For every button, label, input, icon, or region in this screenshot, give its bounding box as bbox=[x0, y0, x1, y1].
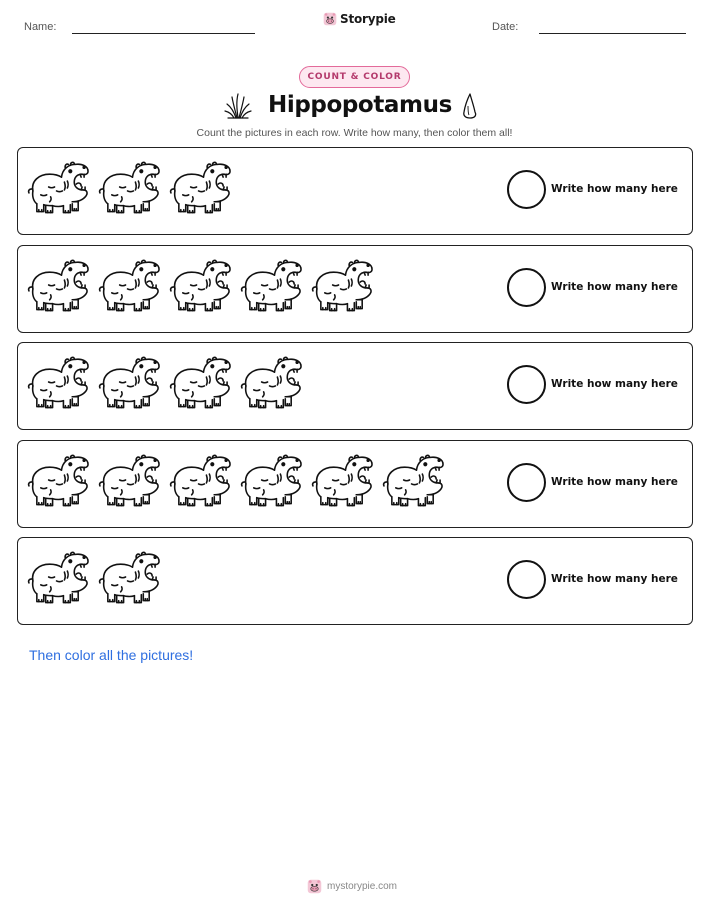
hippo-group bbox=[27, 448, 445, 512]
name-field-line[interactable] bbox=[72, 33, 255, 34]
counting-row-4 bbox=[17, 440, 693, 528]
answer-label: Write how many here bbox=[551, 281, 678, 293]
brand-logo bbox=[323, 12, 396, 26]
answer-circle[interactable] bbox=[507, 268, 546, 307]
hippo-icon bbox=[382, 448, 445, 512]
counting-row-1 bbox=[17, 147, 693, 235]
hippo-icon bbox=[240, 350, 303, 414]
name-label: Name: bbox=[24, 21, 57, 33]
hippo-icon bbox=[169, 253, 232, 317]
brand-name: Storypie bbox=[340, 12, 396, 26]
hippo-group bbox=[27, 155, 232, 219]
hippo-icon bbox=[98, 448, 161, 512]
answer-circle[interactable] bbox=[507, 560, 546, 599]
site-footer bbox=[307, 879, 397, 894]
counting-row-5 bbox=[17, 537, 693, 625]
hippo-icon bbox=[169, 350, 232, 414]
hippo-icon bbox=[27, 350, 90, 414]
answer-circle[interactable] bbox=[507, 463, 546, 502]
answer-label: Write how many here bbox=[551, 378, 678, 390]
counting-row-2 bbox=[17, 245, 693, 333]
hippo-icon bbox=[169, 448, 232, 512]
page-title: Hippopotamus bbox=[268, 92, 452, 118]
title-row bbox=[0, 90, 709, 126]
hippo-group bbox=[27, 253, 374, 317]
answer-circle[interactable] bbox=[507, 170, 546, 209]
hippo-icon bbox=[27, 545, 90, 609]
hippo-icon bbox=[98, 545, 161, 609]
hippo-icon bbox=[98, 253, 161, 317]
count-color-badge: COUNT & COLOR bbox=[299, 66, 410, 88]
hippo-icon bbox=[311, 448, 374, 512]
answer-circle[interactable] bbox=[507, 365, 546, 404]
hippo-icon bbox=[27, 155, 90, 219]
footer-site-link[interactable]: mystorypie.com bbox=[327, 881, 398, 892]
hippo-icon bbox=[98, 155, 161, 219]
date-label: Date: bbox=[492, 21, 519, 33]
hippo-icon bbox=[311, 253, 374, 317]
color-instruction: Then color all the pictures! bbox=[29, 647, 194, 663]
answer-label: Write how many here bbox=[551, 573, 678, 585]
hippo-icon bbox=[240, 448, 303, 512]
answer-label: Write how many here bbox=[551, 183, 678, 195]
hippo-icon bbox=[240, 253, 303, 317]
hippo-icon bbox=[169, 155, 232, 219]
storypie-logo-icon bbox=[307, 879, 322, 894]
storypie-logo-icon bbox=[323, 12, 337, 26]
worksheet-header bbox=[0, 0, 709, 50]
hippo-group bbox=[27, 545, 161, 609]
hippo-icon bbox=[98, 350, 161, 414]
counting-row-3 bbox=[17, 342, 693, 430]
tooth-icon bbox=[462, 92, 478, 120]
hippo-icon bbox=[27, 448, 90, 512]
date-field-line[interactable] bbox=[539, 33, 686, 34]
grass-icon bbox=[224, 90, 252, 120]
hippo-group bbox=[27, 350, 303, 414]
instructions: Count the pictures in each row. Write how many, then color them all! bbox=[196, 127, 513, 139]
hippo-icon bbox=[27, 253, 90, 317]
answer-label: Write how many here bbox=[551, 476, 678, 488]
